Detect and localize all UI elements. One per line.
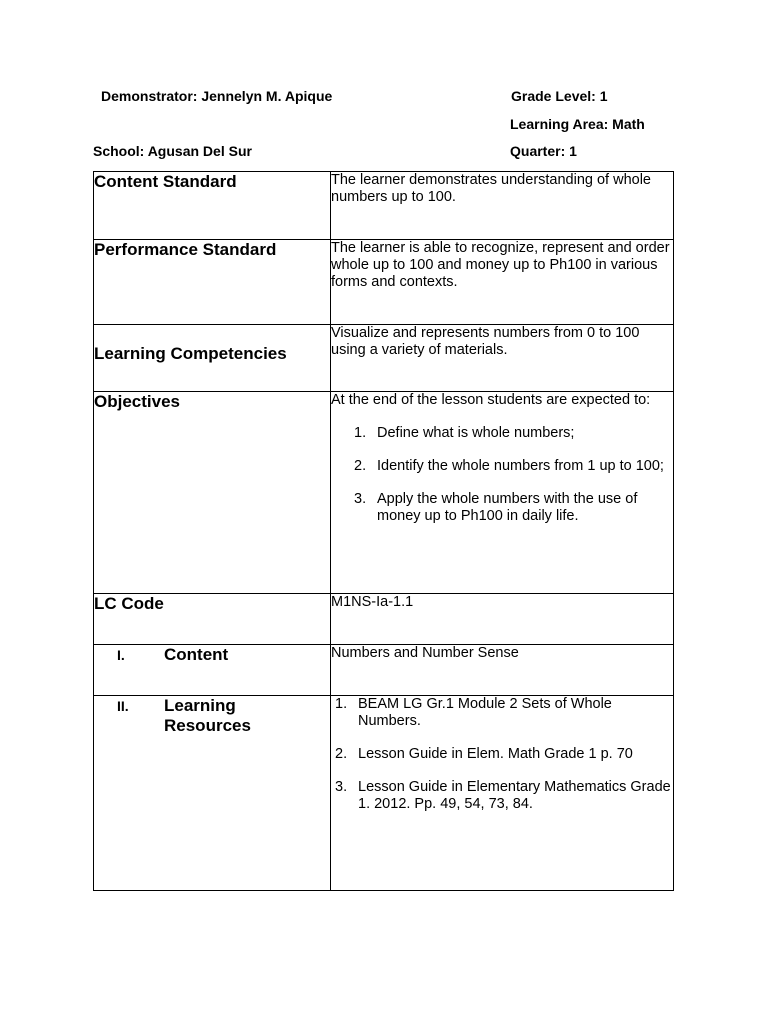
lesson-plan-table	[93, 171, 674, 891]
learning-competencies-label: Learning Competencies	[94, 325, 331, 392]
objectives-value	[331, 392, 674, 594]
row-performance-standard	[94, 240, 674, 325]
learning-resources-label-text: Learning Resources	[164, 696, 251, 735]
resources-list	[331, 696, 673, 813]
row-learning-competencies	[94, 325, 674, 392]
content-standard-value: The learner demonstrates understanding of whole numbers up to 100.	[331, 172, 674, 240]
list-item: 1. BEAM LG Gr.1 Module 2 Sets of Whole Numbers.	[335, 696, 612, 729]
list-item: 2. Identify the whole numbers from 1 up to 100;	[354, 458, 664, 474]
lc-code-label: LC Code	[94, 594, 331, 645]
learning-competencies-value: Visualize and represents numbers from 0 to 100 using a variety of materials.	[331, 325, 674, 392]
row-learning-resources	[94, 696, 674, 891]
list-item: 3. Apply the whole numbers with the use of money up to Ph100 in daily life.	[354, 491, 638, 524]
performance-standard-value: The learner is able to recognize, represent and order whole up to 100 and money up to Ph100 in various forms and contexts.	[331, 240, 674, 325]
learning-resources-value	[331, 696, 674, 891]
lc-code-value: M1NS-Ia-1.1	[331, 594, 674, 645]
list-item: 3. Lesson Guide in Elementary Mathematics Grade 1. 2012. Pp. 49, 54, 73, 84.	[335, 779, 671, 812]
content-standard-label: Content Standard	[94, 172, 331, 240]
list-item: 2. Lesson Guide in Elem. Math Grade 1 p. 70	[335, 746, 633, 762]
content-label	[94, 645, 331, 696]
row-lc-code	[94, 594, 674, 645]
content-value: Numbers and Number Sense	[331, 645, 674, 696]
roman-numeral: II.	[117, 698, 129, 714]
list-item: 1. Define what is whole numbers;	[354, 425, 575, 441]
objectives-label: Objectives	[94, 392, 331, 594]
school: School: Agusan Del Sur	[93, 143, 252, 159]
roman-numeral: I.	[117, 647, 125, 663]
grade-level: Grade Level: 1	[511, 88, 608, 104]
row-content-standard	[94, 172, 674, 240]
content-label-text: Content	[164, 645, 229, 664]
row-content	[94, 645, 674, 696]
row-objectives	[94, 392, 674, 594]
demonstrator: Demonstrator: Jennelyn M. Apique	[101, 88, 333, 104]
learning-area: Learning Area: Math	[510, 116, 645, 132]
quarter: Quarter: 1	[510, 143, 577, 159]
performance-standard-label: Performance Standard	[94, 240, 331, 325]
objectives-list	[331, 425, 673, 525]
learning-resources-label	[94, 696, 331, 891]
objectives-intro: At the end of the lesson students are expected to:	[331, 392, 651, 408]
